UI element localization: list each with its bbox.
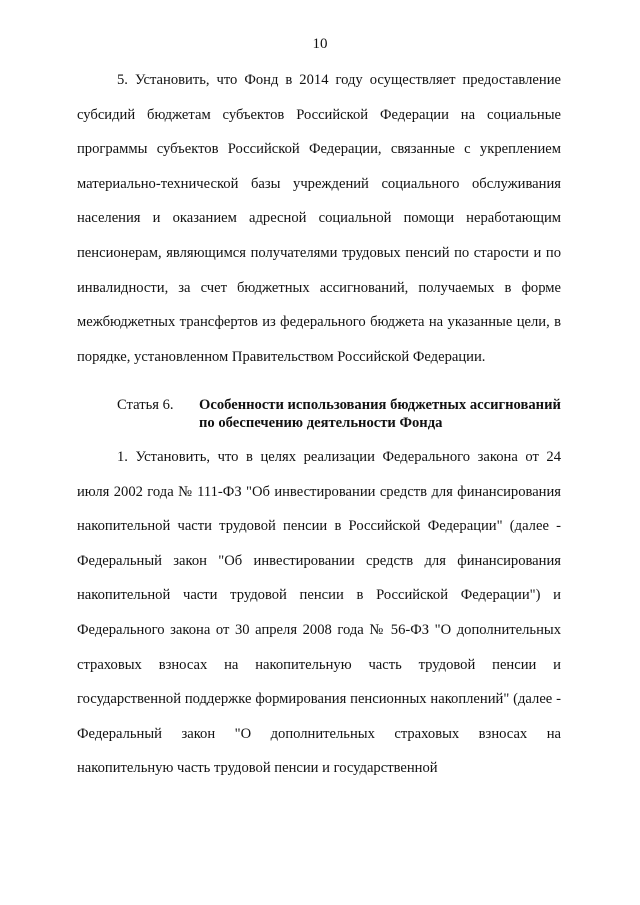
paragraph-5-text: 5. Установить, что Фонд в 2014 году осуществляет предоставление субсидий бюджетам субъектов Российской Федерации на социальные программы субъектов Российской Федерации, связанные с укреплением материально-технической базы учреждений социального обслуживания населения и оказанием адресной социальной помощи неработающим пенсионерам, являющимся получателями трудовых пенсий по старости и по инвалидности, за счет бюджетных ассигнований, получаемых в форме межбюджетных трансфертов из федерального бюджета на указанные цели, в порядке, установленном Правительством Российской Федерации. <box>77 72 561 365</box>
paragraph-5 <box>77 63 561 374</box>
paragraph-1-text: 1. Установить, что в целях реализации Федерального закона от 24 июля 2002 года № 111-ФЗ "Об инвестировании средств для финансирования накопительной части трудовой пенсии в Российской Федерации" (далее - Федеральный закон "Об инвестировании средств для финансирования накопительной части трудовой пенсии в Российской Федерации") и Федерального закона от 30 апреля 2008 года № 56-ФЗ "О дополнительных страховых взносах на накопительную часть трудовой пенсии и государственной поддержке формирования пенсионных накоплений" (далее - Федеральный закон "О дополнительных страховых взносах на накопительную часть трудовой пенсии и государственной <box>77 449 561 777</box>
paragraph-1 <box>77 440 561 786</box>
article-title: Особенности использования бюджетных ассигнований по обеспечению деятельности Фонда <box>199 397 561 431</box>
page-number: 10 <box>312 36 328 52</box>
article-number: Статья 6. <box>117 397 174 413</box>
